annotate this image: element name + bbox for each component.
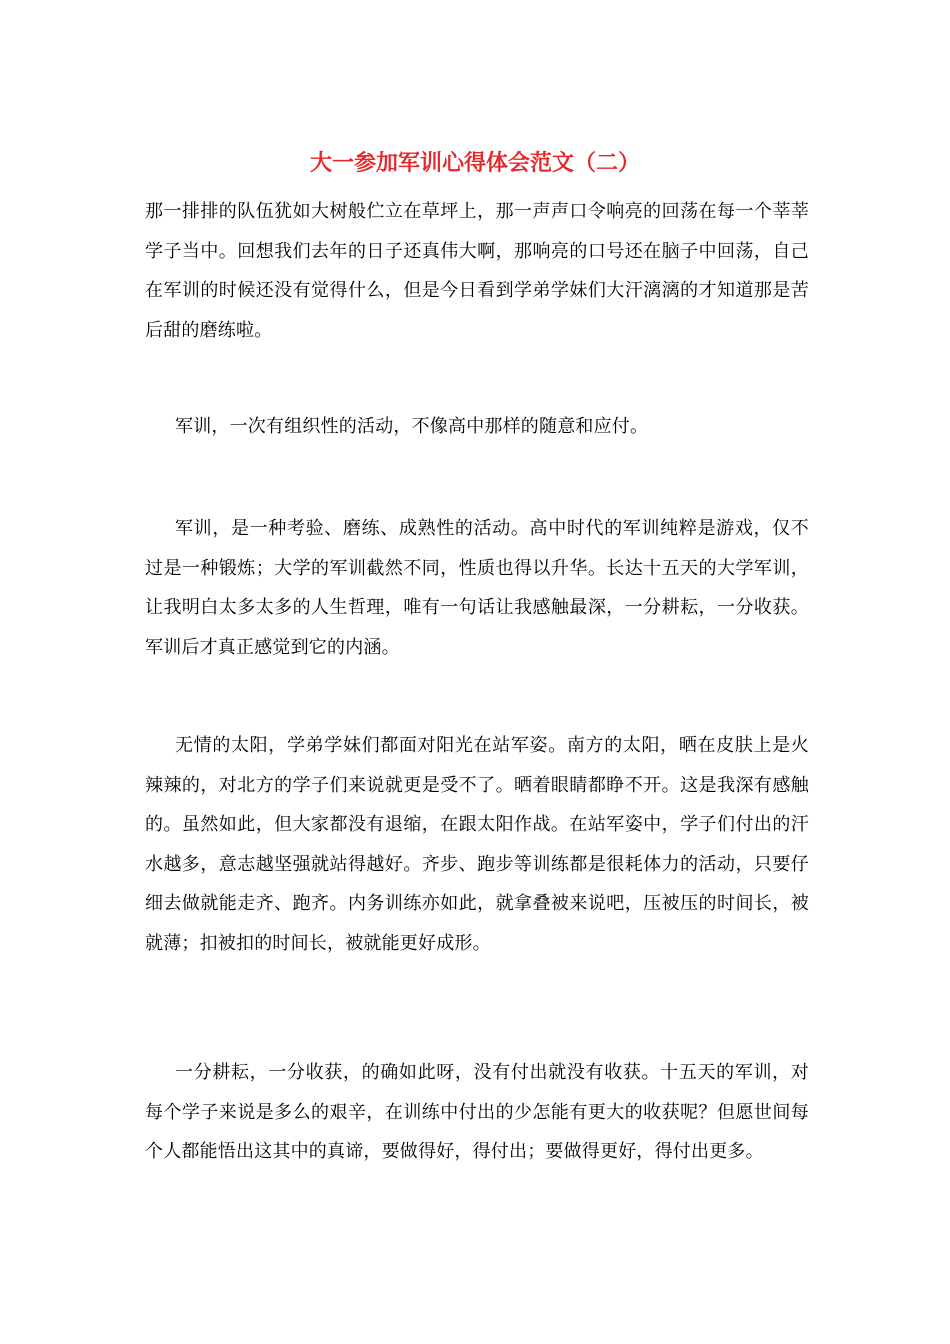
paragraph-4: 无情的太阳，学弟学妹们都面对阳光在站军姿。南方的太阳，晒在皮肤上是火辣辣的，对北方的学子们来说就更是受不了。晒着眼睛都睁不开。这是我深有感触的。虽然如此，但大家都没有退缩，在跟太阳作战。在站军姿中，学子们付出的汗水越多，意志越坚强就站得越好。齐步、跑步等训练都是很耗体力的活动，只要仔细去做就能走齐、跑齐。内务训练亦如此，就拿叠被来说吧，压被压的时间长，被就薄；扣被扣的时间长，被就能更好成形。 [145, 735, 809, 954]
paragraph-3: 军训，是一种考验、磨练、成熟性的活动。高中时代的军训纯粹是游戏，仅不过是一种锻炼；大学的军训截然不同，性质也得以升华。长达十五天的大学军训，让我明白太多太多的人生哲理，唯有一句话让我感触最深，一分耕耘，一分收获。军训后才真正感觉到它的内涵。 [145, 518, 809, 658]
paragraph-1: 那一排排的队伍犹如大树般伫立在草坪上，那一声声口令响亮的回荡在每一个莘莘学子当中。回想我们去年的日子还真伟大啊，那响亮的口号还在脑子中回荡，自己在军训的时候还没有觉得什么，但是今日看到学弟学妹们大汗漓漓的才知道那是苦后甜的磨练啦。 [145, 201, 809, 341]
paragraph-2: 军训，一次有组织性的活动，不像高中那样的随意和应付。 [175, 416, 649, 437]
document-title: 大一参加军训心得体会范文（二） [309, 151, 640, 176]
paragraph-5: 一分耕耘，一分收获，的确如此呀，没有付出就没有收获。十五天的军训，对每个学子来说是多么的艰辛，在训练中付出的少怎能有更大的收获呢？但愿世间每个人都能悟出这其中的真谛，要做得好，得付出；要做得更好，得付出更多。 [145, 1062, 809, 1162]
